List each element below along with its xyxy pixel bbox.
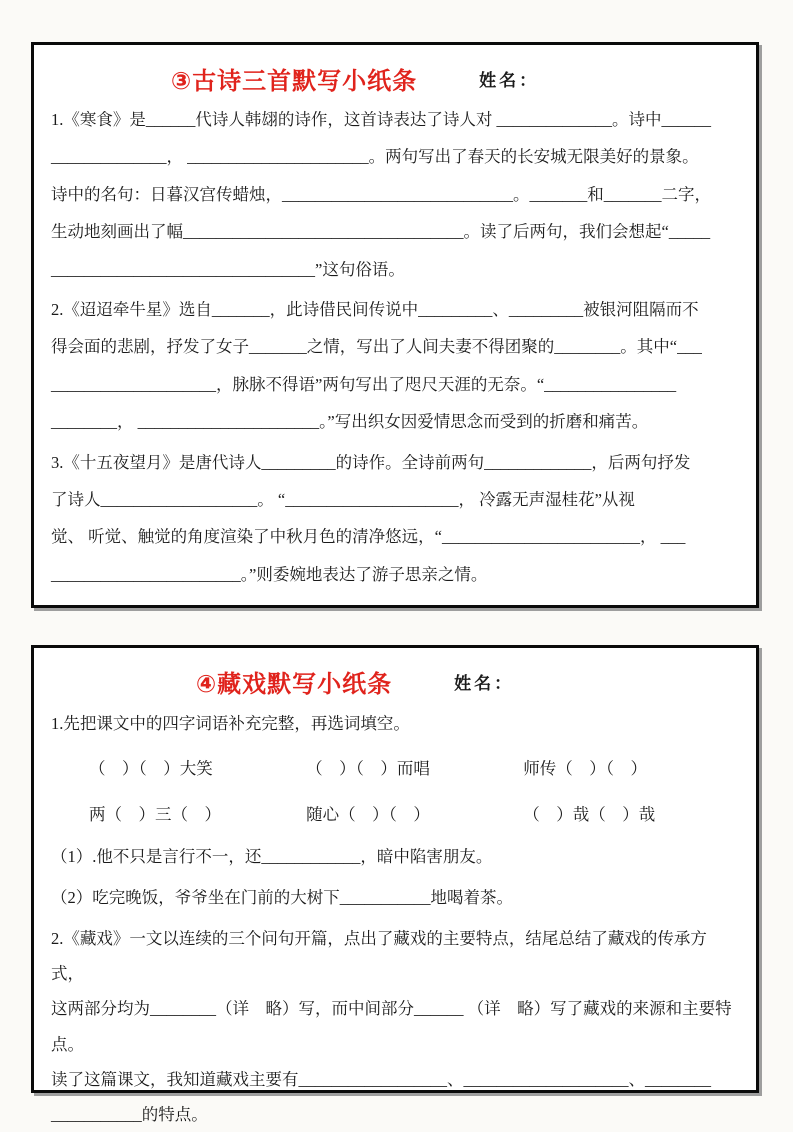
word-fill-row xyxy=(51,744,739,790)
zangxi-header xyxy=(51,658,739,704)
text-line: 2.《迢迢牵牛星》选自_______，此诗借民间传说中_________、_________被银河阻隔而不 xyxy=(51,300,699,320)
text-line: 诗中的名句：日暮汉宫传蜡烛，____________________________。_______和_______二字， xyxy=(51,184,711,204)
text-line: 1.《寒食》是______代诗人韩翃的诗作，这首诗表达了诗人对 ______________。诗中______ xyxy=(51,110,711,129)
section-zangxi-card xyxy=(31,645,759,1125)
text-line: ______________， ______________________。两句写出了春天的长安城无限美好的景象。 xyxy=(51,147,699,167)
word-fill-item: （ ）哉（ ）哉 xyxy=(523,805,656,824)
word-fill-item: （ ）（ ）大笑 xyxy=(89,759,213,778)
gushi-name-label: 姓名： xyxy=(479,70,540,90)
text-line: _______________________。”则委婉地表达了游子思亲之情。 xyxy=(51,564,488,584)
text-line: 3.《十五夜望月》是唐代诗人_________的诗作。全诗前两句_____________，后两句抒发 xyxy=(51,452,691,472)
word-fill-item: 随心（ ）（ ） xyxy=(306,805,430,824)
word-fill-row xyxy=(51,790,739,836)
text-line: 了诗人___________________。 “_____________________， 冷露无声湿桂花”从视 xyxy=(51,490,635,510)
zangxi-body xyxy=(51,704,739,1132)
paragraph-line: 读了这篇课文，我知道藏戏主要有__________________、____________________、________ xyxy=(51,1069,711,1089)
word-fill-item: 两（ ）三（ ） xyxy=(89,805,221,824)
text-line: ________， ______________________。”写出织女因爱情思念而受到的折磨和痛苦。 xyxy=(51,412,649,432)
text-line: 生动地刻画出了幅__________________________________。读了后两句，我们会想起“_____ xyxy=(51,222,711,242)
zangxi-title: ④藏戏默写小纸条 xyxy=(195,670,393,698)
text-line: 觉、 听觉、触觉的角度渲染了中秋月色的清净悠远，“________________________， ___ xyxy=(51,527,686,547)
paragraph-line: 这两部分均为________（详 略）写，而中间部分______ （详 略）写了藏戏的来源和主要特点。 xyxy=(51,999,732,1054)
paragraph-line: ___________的特点。 xyxy=(51,1105,208,1125)
word-fill-item: （ ）（ ）而唱 xyxy=(306,759,430,778)
word-fill-item: 师传（ ）（ ） xyxy=(523,759,647,778)
gushi-title: ③古诗三首默写小纸条 xyxy=(170,67,418,95)
fill-item-line: （2）吃完晚饭，爷爷坐在门前的大树下___________地喝着茶。 xyxy=(51,888,513,907)
gushi-body xyxy=(51,101,739,593)
fill-item-line: （1）.他不只是言行不一，还____________，暗中陷害朋友。 xyxy=(51,847,493,866)
text-line: 得会面的悲剧，抒发了女子_______之情，写出了人间夫妻不得团聚的________。其中“___ xyxy=(51,337,702,357)
text-line: ____________________，脉脉不得语”两句写出了咫尺天涯的无奈。“________________ xyxy=(51,374,677,394)
gushi-header xyxy=(51,55,739,101)
intro-line: 1.先把课文中的四字词语补充完整，再选词填空。 xyxy=(51,714,410,733)
text-line: ________________________________”这句俗语。 xyxy=(51,259,405,279)
zangxi-name-label: 姓名： xyxy=(454,673,515,693)
paragraph-line: 2.《藏戏》一文以连续的三个问句开篇，点出了藏戏的主要特点，结尾总结了藏戏的传承方式， xyxy=(51,929,707,984)
section-gushi-card xyxy=(31,42,759,608)
